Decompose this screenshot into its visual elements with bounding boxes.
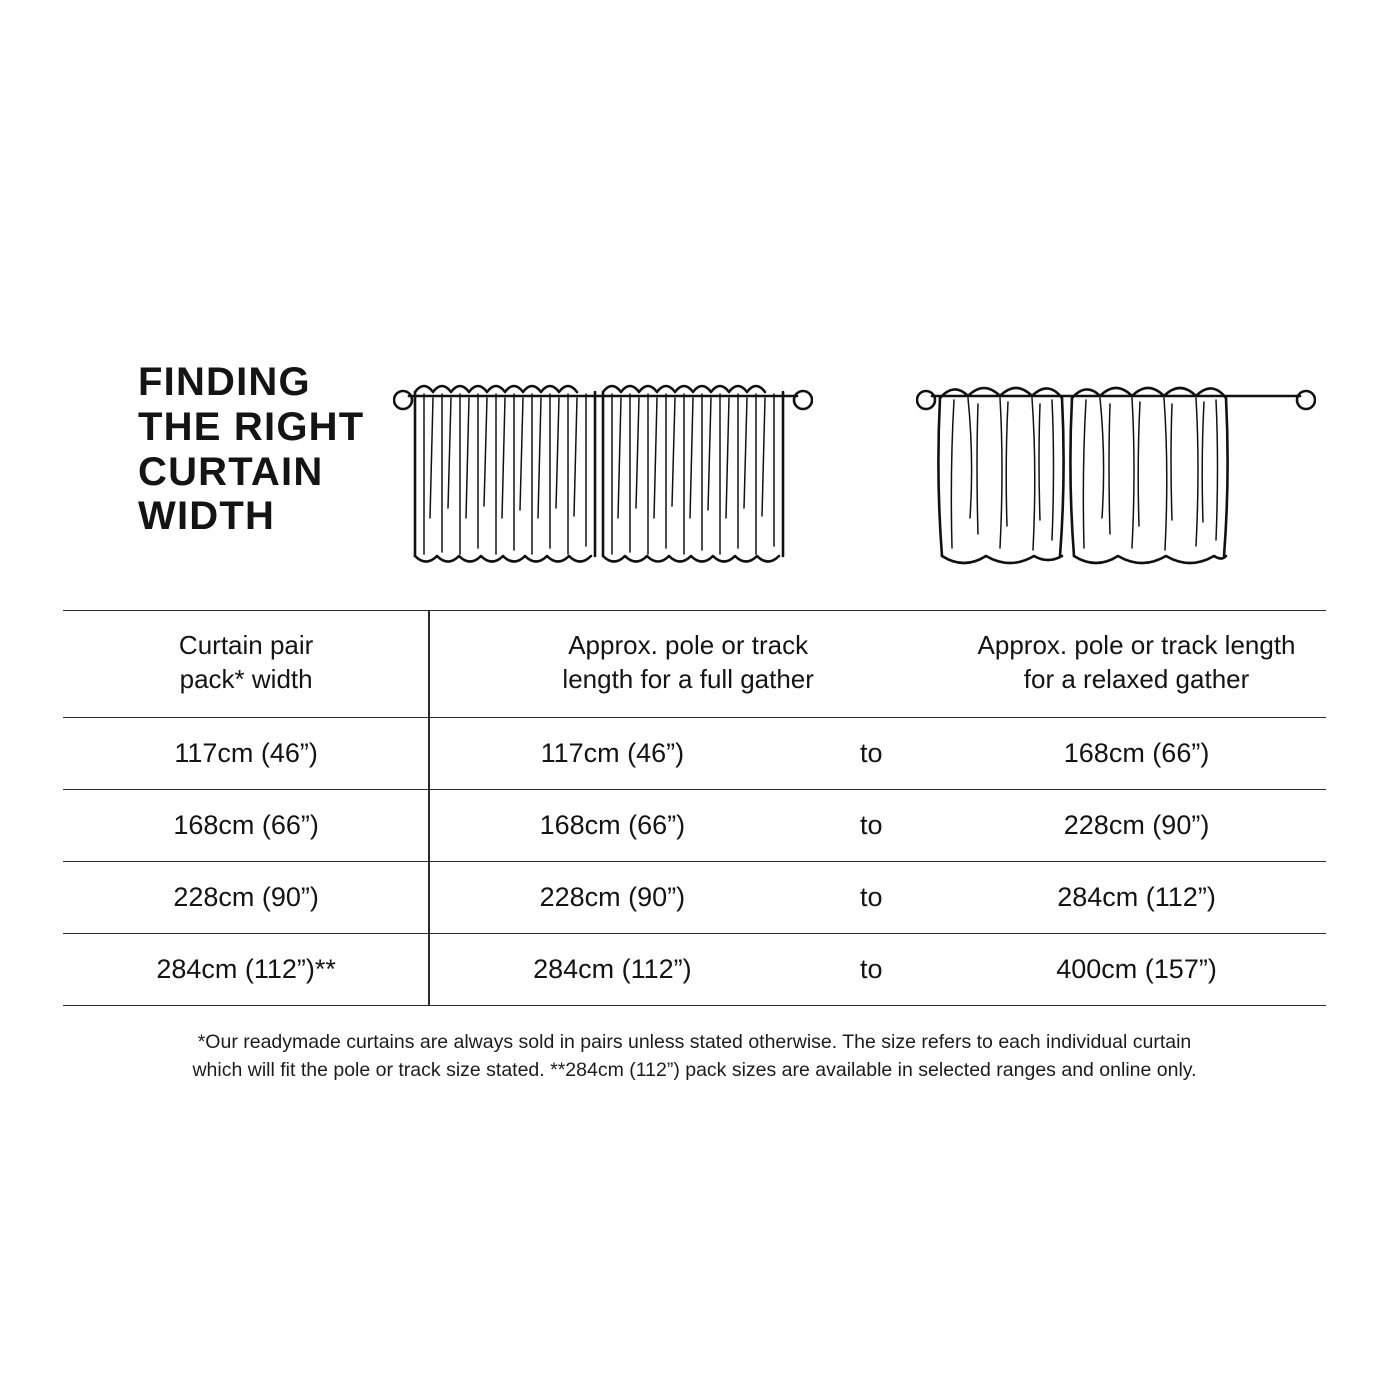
cell-relaxed-gather: 168cm (66”): [947, 717, 1326, 789]
table-row: [63, 861, 1326, 933]
cell-full-gather: 284cm (112”): [429, 933, 795, 1005]
cell-connector: to: [796, 717, 948, 789]
header-pack-width-line1: Curtain pair: [178, 630, 314, 660]
size-table: [63, 610, 1326, 1005]
header-full-gather-line2: length for a full gather: [562, 663, 814, 694]
footnote-line-1: *Our readymade curtains are always sold in pairs unless stated otherwise. The size refers to each individual curtain: [197, 1030, 1192, 1053]
title-line-4: WIDTH: [138, 494, 276, 539]
header-row: [63, 360, 1326, 610]
footnote-line-2: which will fit the pole or track size stated. **284cm (112”) pack sizes are available in selected ranges and online only.: [192, 1058, 1197, 1081]
full-gather-curtain-illustration: [393, 368, 813, 593]
table-row: [63, 933, 1326, 1005]
table-row: [63, 717, 1326, 789]
header-pack-width-line2: pack* width: [179, 663, 313, 694]
table-body: [63, 717, 1326, 1005]
cell-full-gather: 117cm (46”): [429, 717, 795, 789]
table-bottom-rule: [63, 1005, 1326, 1006]
header-full-gather-line1: Approx. pole or track: [568, 630, 809, 660]
title-line-3: CURTAIN: [138, 449, 324, 494]
header-pack-width: [63, 611, 429, 718]
cell-relaxed-gather: 400cm (157”): [947, 933, 1326, 1005]
cell-pack-width: 284cm (112”)**: [63, 933, 429, 1005]
guide-content: [63, 360, 1326, 1084]
cell-connector: to: [796, 789, 948, 861]
cell-relaxed-gather: 228cm (90”): [947, 789, 1326, 861]
cell-full-gather: 168cm (66”): [429, 789, 795, 861]
footnote: [63, 1028, 1326, 1085]
page-title: [63, 360, 393, 539]
title-line-1: FINDING: [138, 360, 311, 404]
cell-pack-width: 117cm (46”): [63, 717, 429, 789]
header-full-gather: [429, 611, 947, 718]
cell-full-gather: 228cm (90”): [429, 861, 795, 933]
relaxed-gather-curtain-illustration: [916, 368, 1316, 593]
cell-relaxed-gather: 284cm (112”): [947, 861, 1326, 933]
size-table-wrapper: [63, 610, 1326, 1006]
cell-pack-width: 228cm (90”): [63, 861, 429, 933]
title-line-2: THE RIGHT: [138, 404, 365, 449]
table-header: [63, 611, 1326, 718]
cell-connector: to: [796, 861, 948, 933]
header-relaxed-gather-line1: Approx. pole or track length: [977, 630, 1296, 660]
table-vertical-divider: [428, 610, 430, 1006]
table-header-row: [63, 611, 1326, 718]
illustration-group: [393, 360, 1326, 593]
header-relaxed-gather-line2: for a relaxed gather: [1023, 663, 1250, 694]
header-relaxed-gather: [947, 611, 1326, 718]
cell-connector: to: [796, 933, 948, 1005]
cell-pack-width: 168cm (66”): [63, 789, 429, 861]
table-row: [63, 789, 1326, 861]
